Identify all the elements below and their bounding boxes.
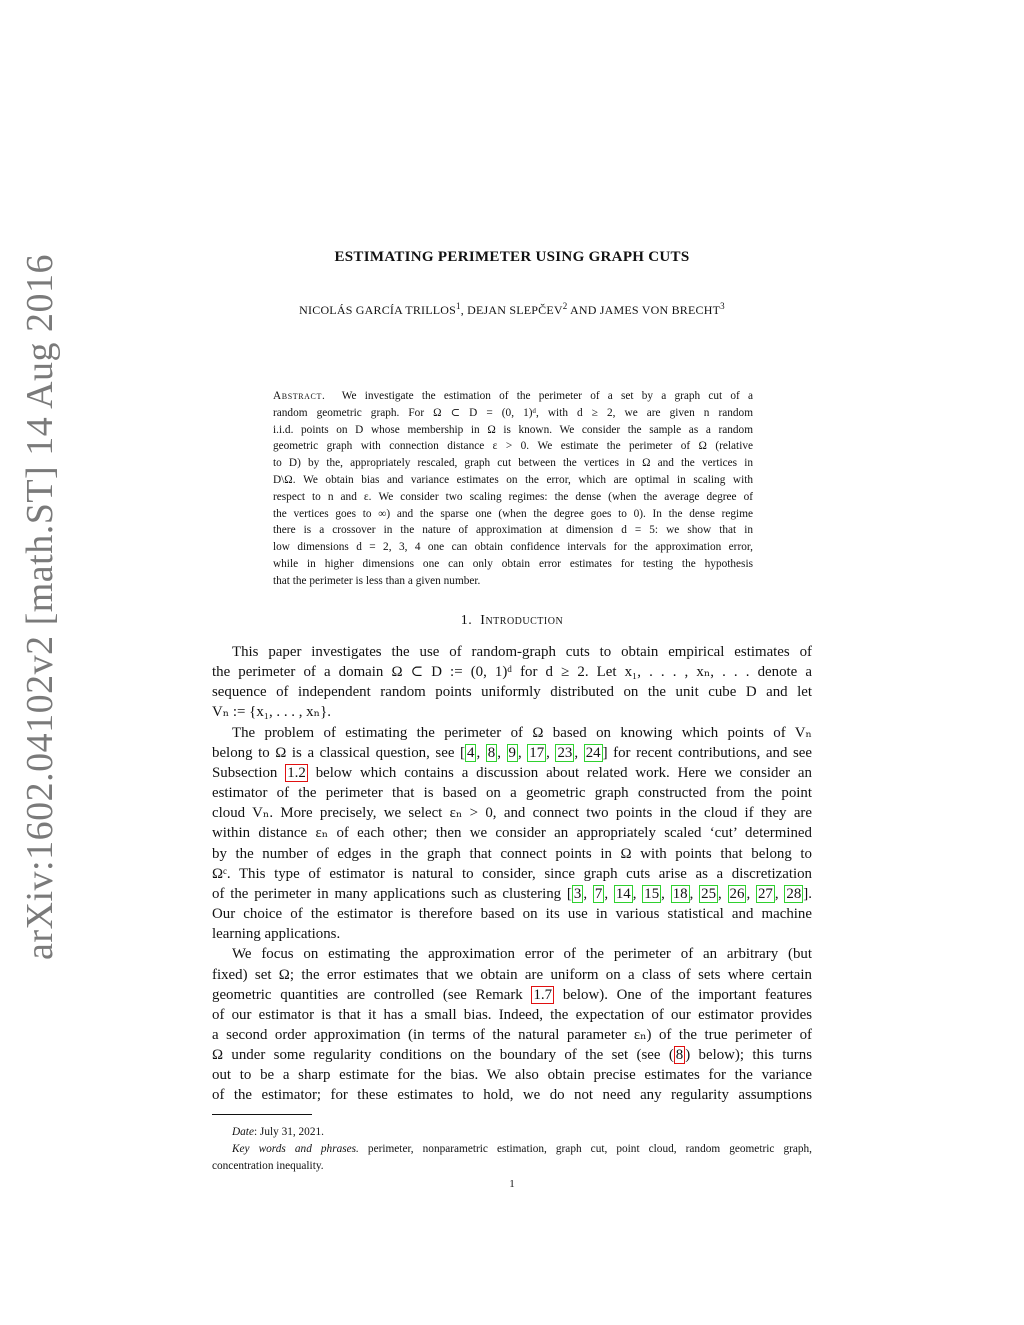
section-heading-introduction [0,613,1024,629]
subsection-crossref-link[interactable]: 1.2 [287,764,306,781]
abstract-line: geometric graph with connection distance ε > 0. We estimate the perimeter of Ω (relative [273,440,753,453]
text-line: the perimeter of a domain Ω ⊂ D := (0, 1)ᵈ for d ≥ 2. Let x₁, . . . , xₙ, . . . denote a [212,664,812,681]
citation-link[interactable]: 8 [487,744,496,761]
abstract-line: the vertices goes to ∞) and the sparse one (when the degree goes to 0). In the dense regime [273,507,753,520]
citation-link[interactable]: 24 [585,744,601,761]
text-line: within distance εₙ of each other; then we consider an appropriately scaled ‘cut’ determined [212,825,812,842]
abstract-line: Abstract. We investigate the estimation of the perimeter of a set by a graph cut of a [273,390,753,402]
text-line: Ωᶜ. This type of estimator is natural to consider, since graph cuts arise as a discretization [212,865,812,882]
paper-title: ESTIMATING PERIMETER USING GRAPH CUTS [334,249,690,265]
text-line: a second order approximation (in terms of the natural parameter εₙ) of the true perimeter of [212,1026,812,1043]
citation-link[interactable]: 15 [644,885,660,902]
abstract-line: to D) by the, appropriately rescaled, graph cut between the vertices in Ω and the vertices in [273,457,753,470]
text-line: Ω under some regularity conditions on the boundary of the set (see ( 8 ) below); this turns [212,1047,812,1064]
text-line: estimator of the perimeter that is based on a geometric graph constructed from the point [212,785,812,802]
introduction-body [212,642,812,1106]
equation-crossref-link[interactable]: 8 [675,1047,684,1064]
affiliation-mark-1: 1 [456,301,461,311]
text-line: belong to Ω is a classical question, see [ 4 , 8 , 9 , 17 , 23 , 24 ] for recent contributions, and see [212,744,813,761]
citation-link[interactable]: 4 [466,744,475,761]
text-line: geometric quantities are controlled (see Remark 1.7 below). One of the important features [212,986,812,1003]
citation-link[interactable]: 14 [615,885,631,902]
text-line: We focus on estimating the approximation error of the perimeter of an arbitrary (but [232,946,812,963]
author-3: AND JAMES VON BRECHT [567,303,721,317]
keywords-footnote-continued: concentration inequality. [212,1160,324,1172]
section-number: 1. [460,613,473,628]
citation-link[interactable]: 17 [529,744,545,761]
arxiv-identifier-stamp: arXiv:1602.04102v2 [math.ST] 14 Aug 2016 [19,253,61,960]
abstract-line: random geometric graph. For Ω ⊂ D = (0, 1)ᵈ, with d ≥ 2, we are given n random [273,406,753,419]
author-list [0,301,1024,318]
text-line: sequence of independent random points uniformly distributed on the unit cube D and let [212,684,812,701]
citation-link[interactable]: 25 [701,885,717,902]
citation-link[interactable]: 28 [786,885,802,902]
text-line: out to be a sharp estimate for the bias. We also obtain precise estimates for the variance [212,1067,812,1084]
text-line: Vₙ := {x₁, . . . , xₙ}. [212,704,331,721]
abstract-line: D\Ω. We obtain bias and variance estimates on the error, which are optimal in scaling with [273,473,753,486]
text-line: Subsection 1.2 below which contains a discussion about related work. Here we consider an [212,764,812,781]
abstract-line: there is a crossover in the nature of approximation at dimension d = 5: we show that in [273,524,753,537]
citation-link[interactable]: 18 [672,885,688,902]
abstract-line: low dimensions d = 2, 3, 4 one can obtain confidence intervals for the approximation error, [273,541,753,554]
text-line: Our choice of the estimator is therefore based on its use in various statistical and machine [212,906,812,923]
abstract-heading: Abstract. [273,390,326,402]
keywords-label: Key words and phrases. [232,1143,359,1155]
citation-link[interactable]: 26 [729,885,745,902]
section-title: Introduction [480,613,564,628]
remark-crossref-link[interactable]: 1.7 [533,986,553,1003]
citation-link[interactable]: 7 [594,885,603,902]
citation-link[interactable]: 23 [557,744,573,761]
abstract-line: that the perimeter is less than a given number. [273,574,481,587]
text-line: of the perimeter in many applications such as clustering [ 3 , 7 , 14 , 15 , 18 , 25 , 26 , 27 , 28 ]. [212,885,812,902]
affiliation-mark-2: 2 [562,301,568,311]
text-line: of our estimator is that it has a small bias. Indeed, the expectation of our estimator provides [212,1006,812,1023]
text-line: This paper investigates the use of random-graph cuts to obtain empirical estimates of [232,644,812,660]
date-footnote [212,1124,812,1141]
footnote-divider [212,1114,312,1115]
text-line: fixed) set Ω; the error estimates that we obtain are uniform on a class of sets where certain [212,966,812,983]
affiliation-mark-3: 3 [720,301,725,311]
text-line: by the number of edges in the graph that connect points in Ω with points that belong to [212,845,812,862]
abstract-line: respect to n and ε. We consider two scaling regimes: the dense (when the average degree of [273,490,753,503]
date-label: Date [232,1126,254,1138]
text-line: The problem of estimating the perimeter of Ω based on knowing which points of Vₙ [232,724,812,741]
author-2: , DEJAN SLEPČEV [460,303,563,317]
abstract [273,388,753,590]
page-number: 1 [509,1178,515,1190]
author-1: NICOLÁS GARCÍA TRILLOS [299,303,457,317]
citation-link[interactable]: 9 [508,744,516,761]
text-line: cloud Vₙ. More precisely, we select εₙ > 0, and connect two points in the cloud if they are [212,805,812,822]
text-line: learning applications. [212,926,341,943]
citation-link[interactable]: 3 [573,885,582,902]
date-value: : July 31, 2021. [253,1126,324,1138]
citation-link[interactable]: 27 [757,885,773,902]
abstract-line: i.i.d. points on D whose membership in Ω is known. We consider the sample as a random [273,423,753,436]
keywords-footnote: Key words and phrases. perimeter, nonparametric estimation, graph cut, point cloud, random geometric graph, [232,1143,812,1155]
abstract-line: while in higher dimensions one can only obtain error estimates for testing the hypothesis [273,557,753,570]
text-line: of the estimator; for these estimates to hold, we do not need any regularity assumptions [212,1087,812,1104]
footnotes [212,1124,812,1175]
